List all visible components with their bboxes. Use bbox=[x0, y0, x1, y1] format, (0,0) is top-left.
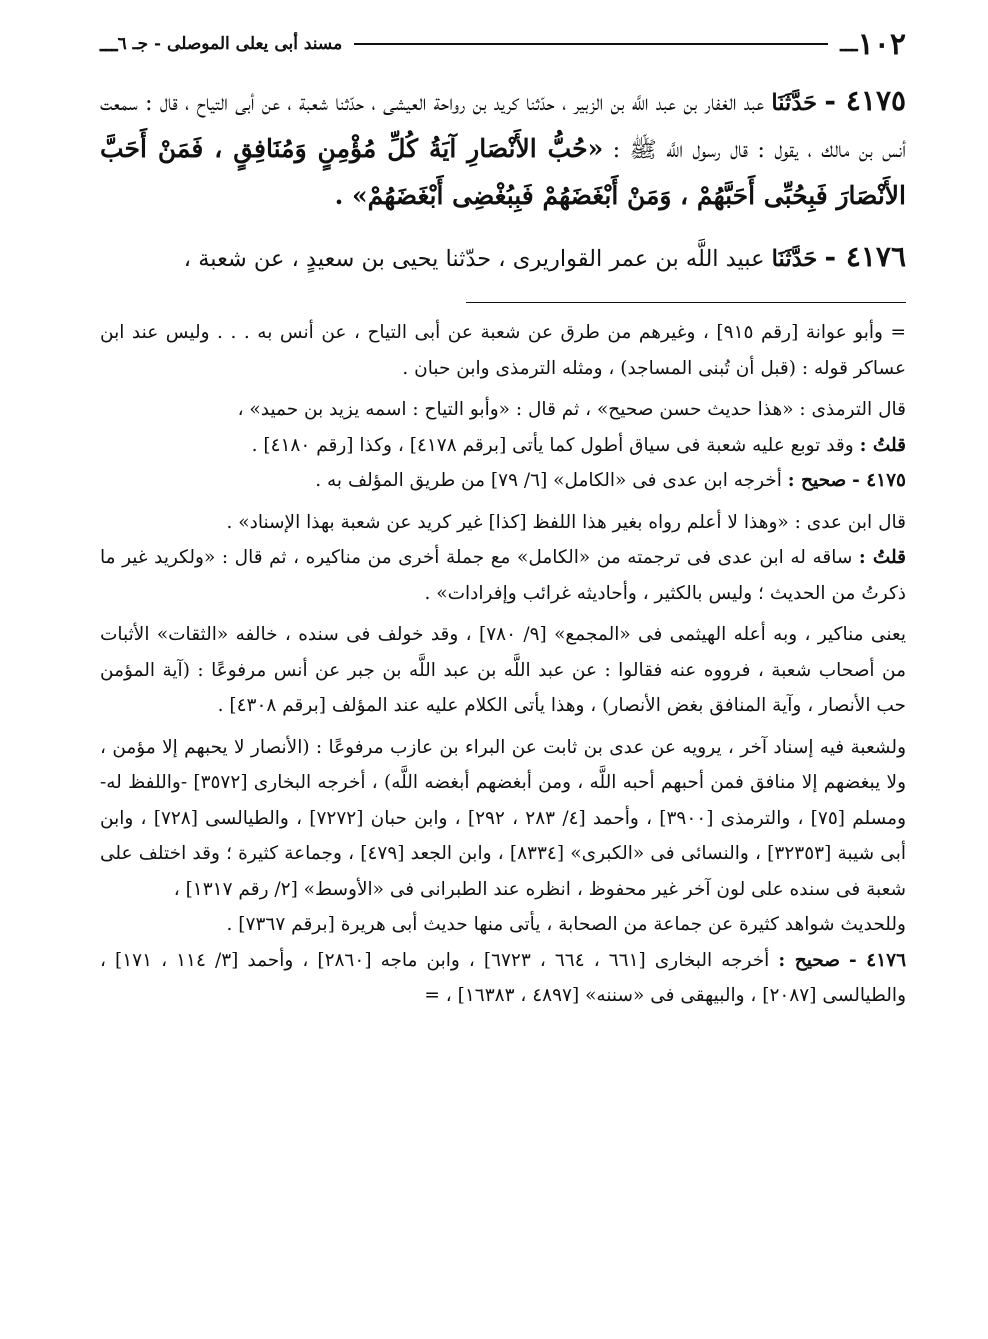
page-header bbox=[100, 24, 906, 64]
page-number: ١٠٢ bbox=[857, 26, 906, 62]
footnote-text: أخرجه البخارى [٦٦١ ، ٦٦٤ ، ٦٧٢٣] ، وابن ماجه [٢٨٦٠] ، وأحمد [٣/ ١١٤ ، ١٧١] ، والطيالسى [٢٠٨٧] ، والبيهقى فى «سننه» [٤٨٩٧ ، ١٦٣٨٣] ، = bbox=[100, 949, 906, 1006]
grade-label: صحيح : bbox=[787, 470, 847, 491]
footnote-text: أخرجه ابن عدى فى «الكامل» [٦/ ٧٩] من طريق المؤلف به . bbox=[315, 470, 782, 491]
isnad-line-2: حدّثنا شعبة ، عن أبى التياح ، قال : سمعت أنس بن مالك ، يقول : قال رسول اللَّه ﷺ : bbox=[100, 90, 906, 163]
footnote-tirmidhi: قال الترمذى : «هذا حديث حسن صحيح» ، ثم قال : «وأبو التياح : اسمه يزيد بن حميد» ، bbox=[237, 399, 906, 420]
qultu-text: وقد توبع عليه شعبة فى سياق أطول كما يأتى [برقم ٤١٧٨] ، وكذا [رقم ٤١٨٠] . bbox=[251, 434, 854, 456]
header-rule bbox=[354, 43, 828, 45]
footnote-shuba-isnad: ولشعبة فيه إسناد آخر ، يرويه عن عدى بن ثابت عن البراء بن عازب مرفوعًا : (الأنصار لا يحبهم إلا مؤمن ، ولا يبغضهم إلا منافق فمن أحبهم أحبه اللَّه ، ومن أبغضهم أبغضه اللَّه) ، أخرجه البخارى [٣٥٧٢] -واللفظ له- ومسلم [٧٥] ، والترمذى [٣٩٠٠] ، وأحمد [٤/ ٢٨٣ ، ٢٩٢] ، وابن حبان [٧٢٧٢] ، والطيالسى [٧٢٨] ، وابن أبى شيبة [٣٢٣٥٣] ، والنسائى فى «الكبرى» [٨٣٣٤] ، وابن الجعد [٤٧٩] ، وجماعة كثيرة ؛ وقد اختلف على شعبة فى سنده على لون آخر غير محفوظ ، انظره عند الطبرانى فى «الأوسط» [٢/ رقم ١٣١٧] ، bbox=[100, 736, 907, 900]
isnad-line-1: عبد الغفار بن عبد اللَّه بن الزبير ، حدّثنا كريد بن رواحة العيشى ، bbox=[371, 90, 765, 116]
footnote-shawahid: وللحديث شواهد كثيرة عن جماعة من الصحابة ، يأتى منها حديث أبى هريرة [برقم ٧٣٦٧] . bbox=[226, 914, 906, 935]
footnote-continuation: = وأبو عوانة [رقم ٩١٥] ، وغيرهم من طرق عن شعبة عن أبى التياح ، عن أنس به . . . وليس عند ابن عساكر قوله : (قبل أن تُبنى المساجد) ، ومثله الترمذى وابن حبان . bbox=[100, 322, 906, 379]
qultu-text: ساقه له ابن عدى فى ترجمته من «الكامل» مع جملة أخرى من مناكيره ، ثم قال : «ولكريد غير ما ذكرتُ من الحديث ؛ وليس بالكثير ، وأحاديثه غرائب وإفرادات» . bbox=[100, 547, 906, 604]
footnote-4175 bbox=[100, 463, 906, 499]
qultu-label: قلتُ : bbox=[859, 434, 906, 456]
haddathana: حَدَّثَنَا bbox=[771, 90, 818, 116]
footnote-number: ٤١٧٦ - bbox=[849, 949, 907, 971]
hadith-number: ٤١٧٦ - bbox=[824, 240, 906, 273]
isnad-text: عبيد اللَّه بن عمر القواريرى ، حدّثنا يحيى بن سعيدٍ ، عن شعبة ، bbox=[183, 246, 765, 272]
footnote-qultu bbox=[100, 428, 906, 464]
hadith-matn: «حُبُّ الأَنْصَارِ آيَةُ كُلِّ مُؤْمِنٍ وَمُنَافِقٍ ، فَمَنْ أَحَبَّ الأَنْصَارَ فَبِحُبِّى أَحَبَّهُمْ ، وَمَنْ أَبْغَضَهُمْ فَبِبُغْضِى أَبْغَضَهُمْ» . bbox=[100, 134, 906, 210]
header-dash: ـــ bbox=[840, 32, 858, 56]
footnote-ibn-adi: قال ابن عدى : «وهذا لا أعلم رواه بغير هذا اللفظ [كذا] غير كريد عن شعبة بهذا الإسناد» . bbox=[226, 511, 906, 533]
footnote-4176 bbox=[100, 943, 906, 1014]
footnote-separator bbox=[466, 302, 906, 303]
hadith-number: ٤١٧٥ - bbox=[824, 84, 907, 117]
hadith-4175 bbox=[100, 78, 906, 220]
haddathana: حَدَّثَنَا bbox=[771, 246, 818, 272]
qultu-label: قلتُ : bbox=[858, 547, 906, 568]
header-dash-end: ـــ bbox=[100, 32, 118, 56]
footnote-haythami: يعنى مناكير ، وبه أعله الهيثمى فى «المجمع» [٩/ ٧٨٠] ، وقد خولف فى سنده ، خالفه «الثقات» الأثبات من أصحاب شعبة ، فرووه عنه فقالوا : عن عبد اللَّه بن عبد اللَّه بن جبر عن أنس مرفوعًا : (آية المؤمن حب الأنصار ، وآية المنافق بغض الأنصار) ، وهذا يأتى الكلام عليه عند المؤلف [برقم ٤٣٠٨] . bbox=[100, 624, 906, 716]
hadith-4176 bbox=[100, 234, 906, 282]
footnotes bbox=[100, 315, 906, 1014]
main-text bbox=[100, 78, 906, 282]
footnote-number: ٤١٧٥ - bbox=[852, 470, 906, 491]
footnote-qultu-2 bbox=[100, 540, 906, 611]
running-title: مسند أبى يعلى الموصلى - جـ ٦ bbox=[117, 34, 343, 54]
grade-label: صحيح : bbox=[778, 949, 840, 971]
